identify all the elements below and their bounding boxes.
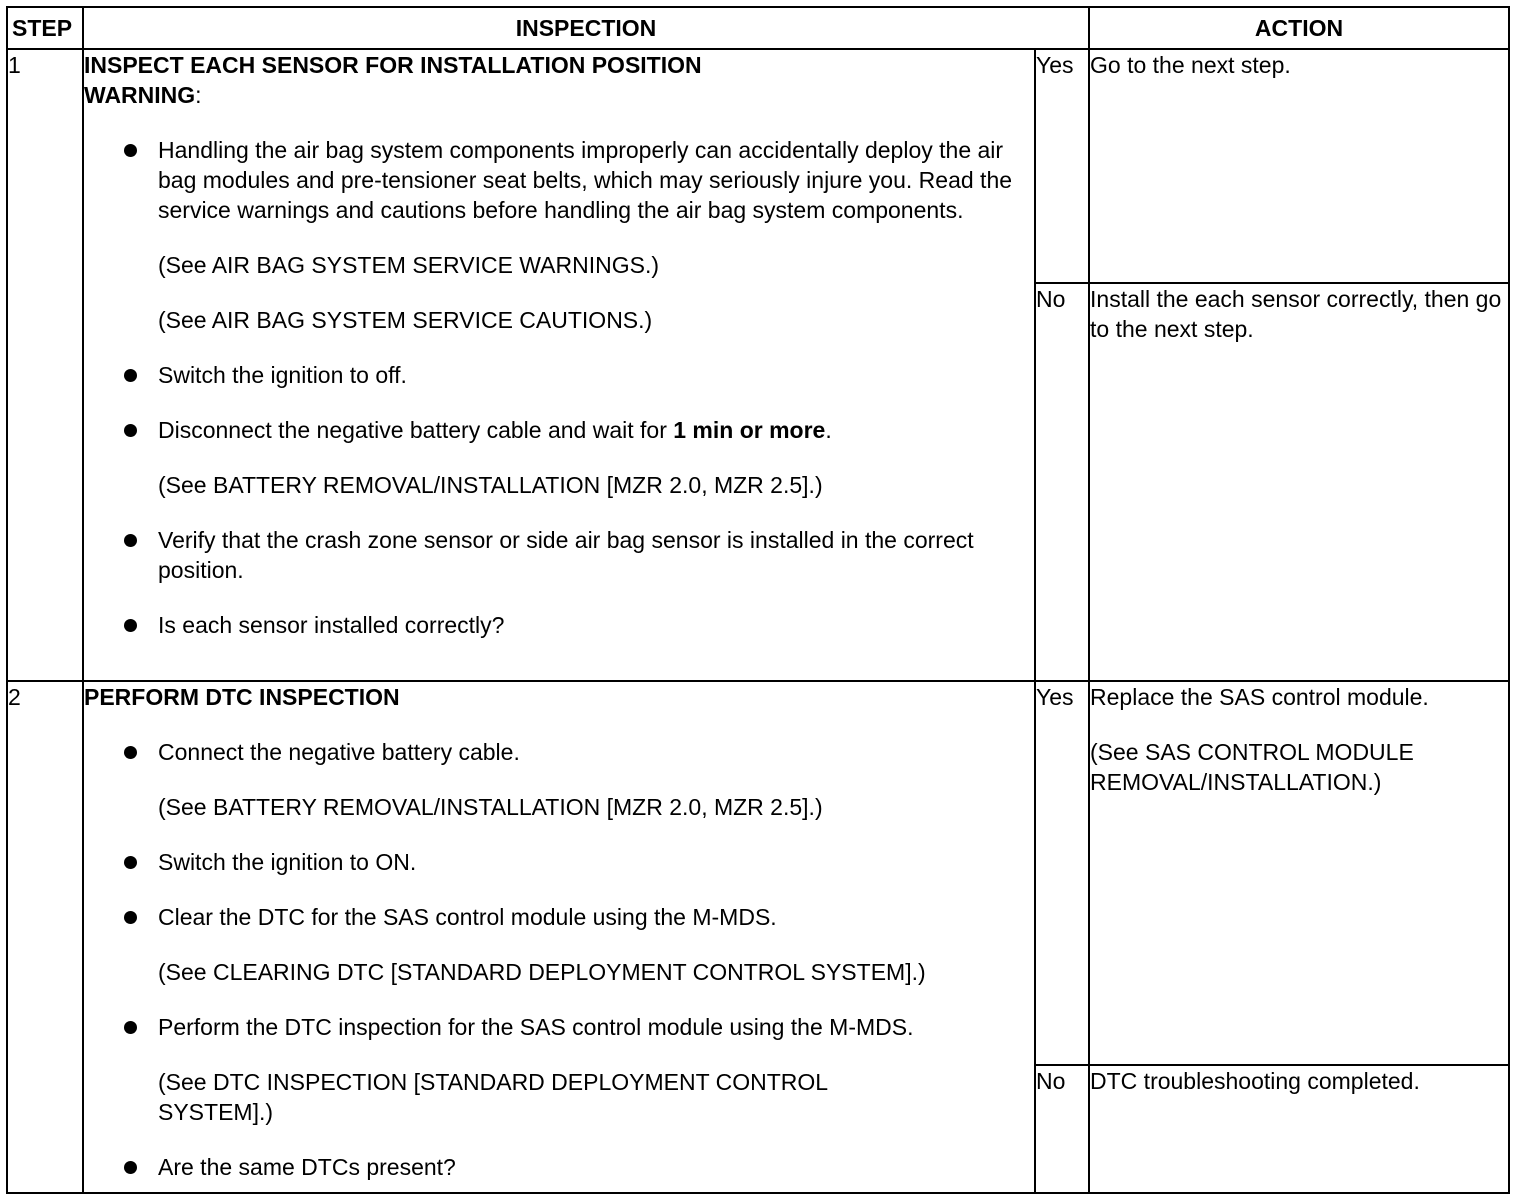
step-1-no-label: No [1035,283,1089,681]
bullet-text: Switch the ignition to off. [158,362,407,388]
bullet-text: Clear the DTC for the SAS control module using the M-MDS. [158,904,777,930]
step-2-bullet-2 [158,847,1034,877]
step-2-no-label: No [1035,1065,1089,1193]
step-2-bullet-4 [158,1012,1034,1042]
bullet-icon [124,1021,137,1034]
step-1-bullet-3 [158,415,1034,445]
step-1-row-yes [7,49,1509,283]
step-1-yes-label: Yes [1035,49,1089,283]
header-step: STEP [7,7,83,49]
step-1-inspection [83,49,1035,681]
step-2-bullet-5 [158,1152,1034,1182]
troubleshooting-table [6,6,1510,1194]
action-text: Go to the next step. [1090,52,1291,78]
step-1-bullet-5 [158,610,1034,640]
action-ref: (See SAS CONTROL MODULE REMOVAL/INSTALLATION.) [1090,739,1414,795]
step-1-title: INSPECT EACH SENSOR FOR INSTALLATION POSITION [84,52,702,78]
step-2-ref-1: (See BATTERY REMOVAL/INSTALLATION [MZR 2.0, MZR 2.5].) [158,794,823,820]
bullet-icon [124,911,137,924]
step-1-bullet-2 [158,360,1034,390]
step-2-yes-label: Yes [1035,681,1089,1065]
bullet-icon [124,534,137,547]
step-1-yes-action [1089,49,1509,283]
bullet-icon [124,144,137,157]
bullet-bold-text: 1 min or more [673,417,826,443]
step-2-ref-3: (See DTC INSPECTION [STANDARD DEPLOYMENT CONTROL SYSTEM].) [158,1069,828,1125]
step-2-ref-2: (See CLEARING DTC [STANDARD DEPLOYMENT CONTROL SYSTEM].) [158,959,926,985]
warning-label: WARNING [84,82,196,108]
bullet-icon [124,1161,137,1174]
step-1-number: 1 [7,49,83,681]
bullet-icon [124,424,137,437]
bullet-icon [124,856,137,869]
action-text: Replace the SAS control module. [1090,684,1429,710]
bullet-text: Verify that the crash zone sensor or side air bag sensor is installed in the correct position. [158,527,974,583]
bullet-text: Are the same DTCs present? [158,1154,456,1180]
step-2-yes-action [1089,681,1509,1065]
bullet-icon [124,619,137,632]
header-row [7,7,1509,49]
step-2-number: 2 [7,681,83,1193]
bullet-text: Switch the ignition to ON. [158,849,417,875]
header-inspection: INSPECTION [83,7,1089,49]
bullet-text: Perform the DTC inspection for the SAS control module using the M-MDS. [158,1014,914,1040]
bullet-text: Is each sensor installed correctly? [158,612,505,638]
step-1-ref-2: (See AIR BAG SYSTEM SERVICE CAUTIONS.) [158,307,653,333]
header-action: ACTION [1089,7,1509,49]
bullet-text: Handling the air bag system components improperly can accidentally deploy the air bag modules and pre-tensioner seat belts, which may seriously injure you. Read the service warnings and cautions before handling the air bag system components. [158,137,1013,223]
bullet-icon [124,746,137,759]
bullet-text: Disconnect the negative battery cable and wait for [158,417,674,443]
bullet-text-end: . [825,417,832,443]
bullet-text: Connect the negative battery cable. [158,739,520,765]
step-1-warning [84,80,1034,110]
warning-colon: : [195,82,202,108]
step-2-no-action [1089,1065,1509,1193]
bullet-icon [124,369,137,382]
step-1-no-action [1089,283,1509,681]
step-1-bullet-4 [158,525,1034,585]
action-text: Install the each sensor correctly, then go to the next step. [1090,286,1502,342]
step-2-inspection [83,681,1035,1193]
step-1-ref-1: (See AIR BAG SYSTEM SERVICE WARNINGS.) [158,252,660,278]
step-1-ref-3: (See BATTERY REMOVAL/INSTALLATION [MZR 2.0, MZR 2.5].) [158,472,823,498]
step-2-bullet-3 [158,902,1034,932]
step-1-bullet-1 [158,135,1034,225]
step-2-bullet-1 [158,737,1034,767]
action-text: DTC troubleshooting completed. [1090,1068,1420,1094]
step-2-row-yes [7,681,1509,1065]
step-2-title: PERFORM DTC INSPECTION [84,684,400,710]
